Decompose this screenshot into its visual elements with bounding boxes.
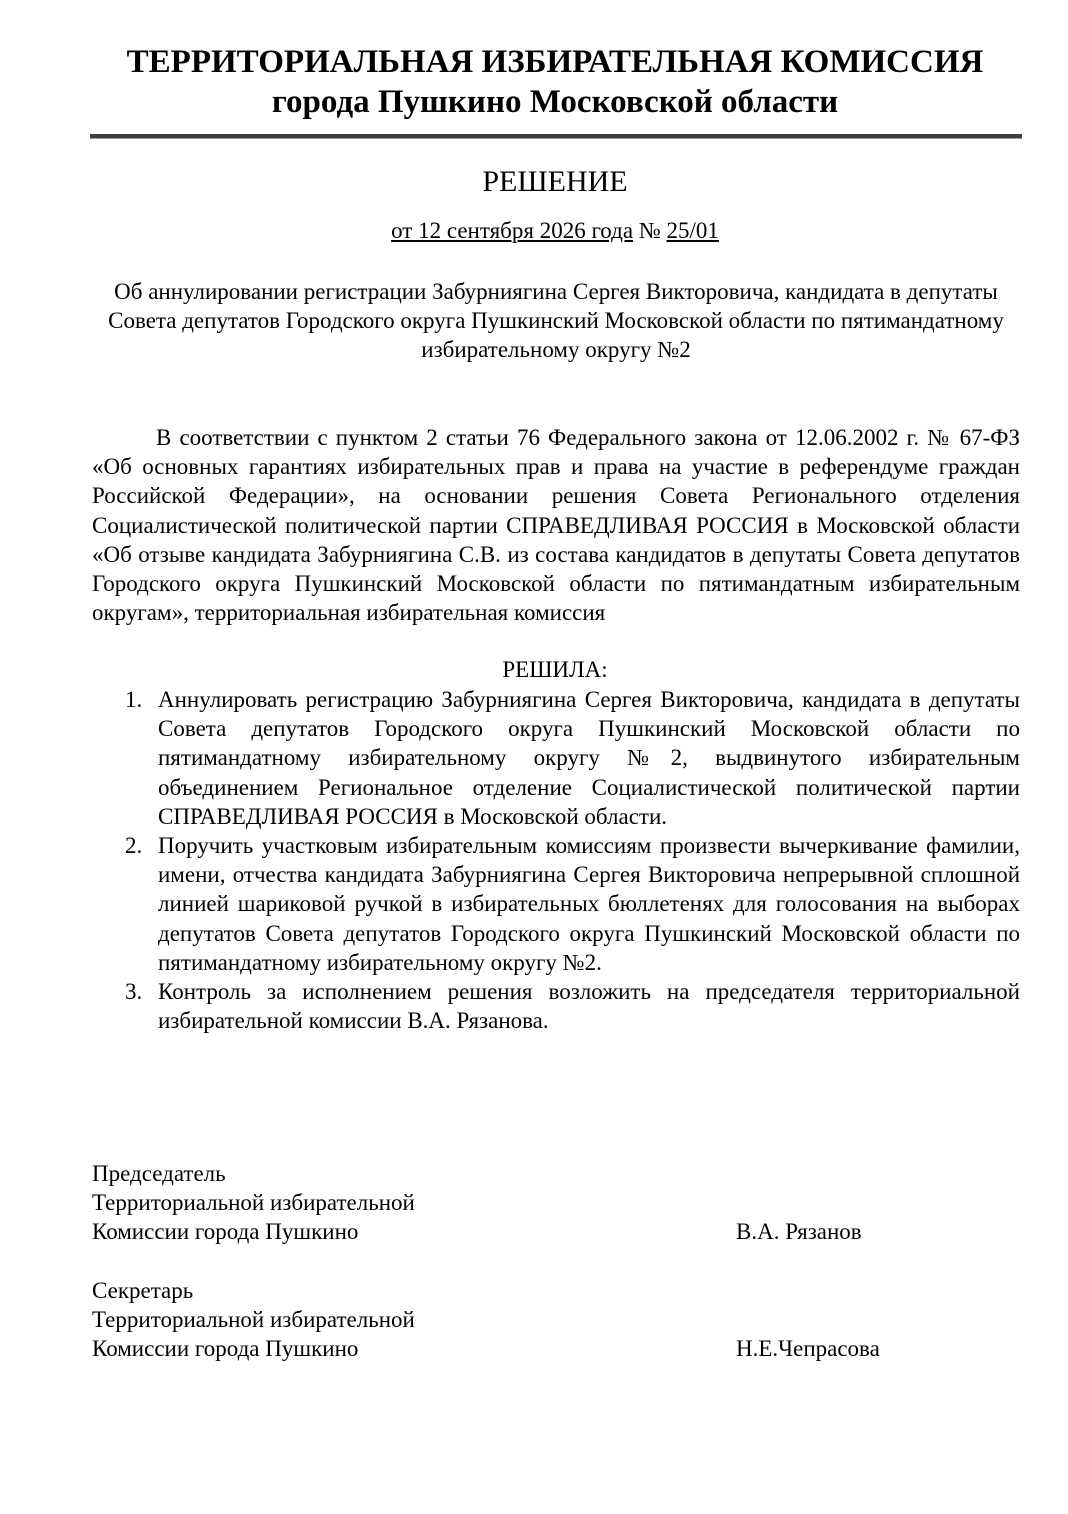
- item-text: Аннулировать регистрацию Забурниягина Сергея Викторовича, кандидата в депутаты Совета депутатов Городского округа Пушкинский Московской области по пятимандатному избирательному округу №2, выдвинутого избирательным объединением Региональное отделение Социалистической политической партии СПРАВЕДЛИВАЯ РОССИЯ в Московской области.: [158, 687, 1020, 829]
- decision-items: [92, 685, 1020, 1035]
- commission-location: города Пушкино Московской области: [271, 84, 839, 120]
- decision-item: [92, 685, 1020, 831]
- secretary-org-city: Комиссии города Пушкино: [92, 1336, 359, 1361]
- decision-item: [92, 831, 1020, 977]
- secretary-org: Территориальной избирательной: [92, 1307, 415, 1332]
- decision-item: [92, 977, 1020, 1035]
- secretary-name: Н.Е.Чепрасова: [736, 1336, 880, 1361]
- header-divider-shadow: [90, 138, 1022, 139]
- chairman-title: Председатель: [92, 1161, 226, 1186]
- resolved-heading: РЕШИЛА:: [502, 657, 608, 682]
- decision-number: 25/01: [666, 218, 719, 243]
- item-number: 2.: [125, 833, 143, 859]
- chairman-name: В.А. Рязанов: [736, 1219, 862, 1244]
- chairman-org-city: Комиссии города Пушкино: [92, 1219, 359, 1244]
- commission-name: ТЕРРИТОРИАЛЬНАЯ ИЗБИРАТЕЛЬНАЯ КОМИССИЯ: [126, 44, 984, 80]
- decision-preamble: В соответствии с пунктом 2 статьи 76 Федерального закона от 12.06.2002 г. № 67-ФЗ «Об основных гарантиях избирательных прав и права на участие в референдуме граждан Российской Федерации», на основании решения Совета Регионального отделения Социалистической политической партии СПРАВЕДЛИВАЯ РОССИЯ в Московской области «Об отзыве кандидата Забурниягина С.В. из состава кандидатов в депутаты Совета депутатов Городского округа Пушкинский Московской области по пятимандатным избирательным округам», территориальная избирательная комиссия: [92, 425, 1020, 626]
- decision-subject: Об аннулировании регистрации Забурниягина Сергея Викторовича, кандидата в депутаты Совета депутатов Городского округа Пушкинский Московской области по пятимандатному избирательному округу №2: [108, 279, 1004, 362]
- decision-date-line: [90, 214, 1020, 248]
- decision-title: РЕШЕНИЕ: [482, 165, 628, 198]
- chairman-signature-block: [92, 1159, 415, 1246]
- item-number: 3.: [125, 979, 143, 1005]
- decision-number-sign: №: [638, 218, 661, 243]
- item-text: Поручить участковым избирательным комиссиям произвести вычеркивание фамилии, имени, отчества кандидата Забурниягина Сергея Викторовича непрерывной сплошной линией шариковой ручкой в избирательных бюллетенях для голосования на выборах депутатов Совета депутатов Городского округа Пушкинский Московской области по пятимандатному избирательному округу №2.: [158, 833, 1020, 975]
- secretary-title: Секретарь: [92, 1278, 194, 1303]
- decision-date: от 12 сентября 2026 года: [391, 218, 634, 243]
- commission-header: [90, 42, 1020, 122]
- item-text: Контроль за исполнением решения возложить на председателя территориальной избирательной комиссии В.А. Рязанова.: [158, 979, 1020, 1034]
- secretary-signature-block: [92, 1276, 415, 1363]
- chairman-org: Территориальной избирательной: [92, 1190, 415, 1215]
- item-number: 1.: [125, 687, 143, 712]
